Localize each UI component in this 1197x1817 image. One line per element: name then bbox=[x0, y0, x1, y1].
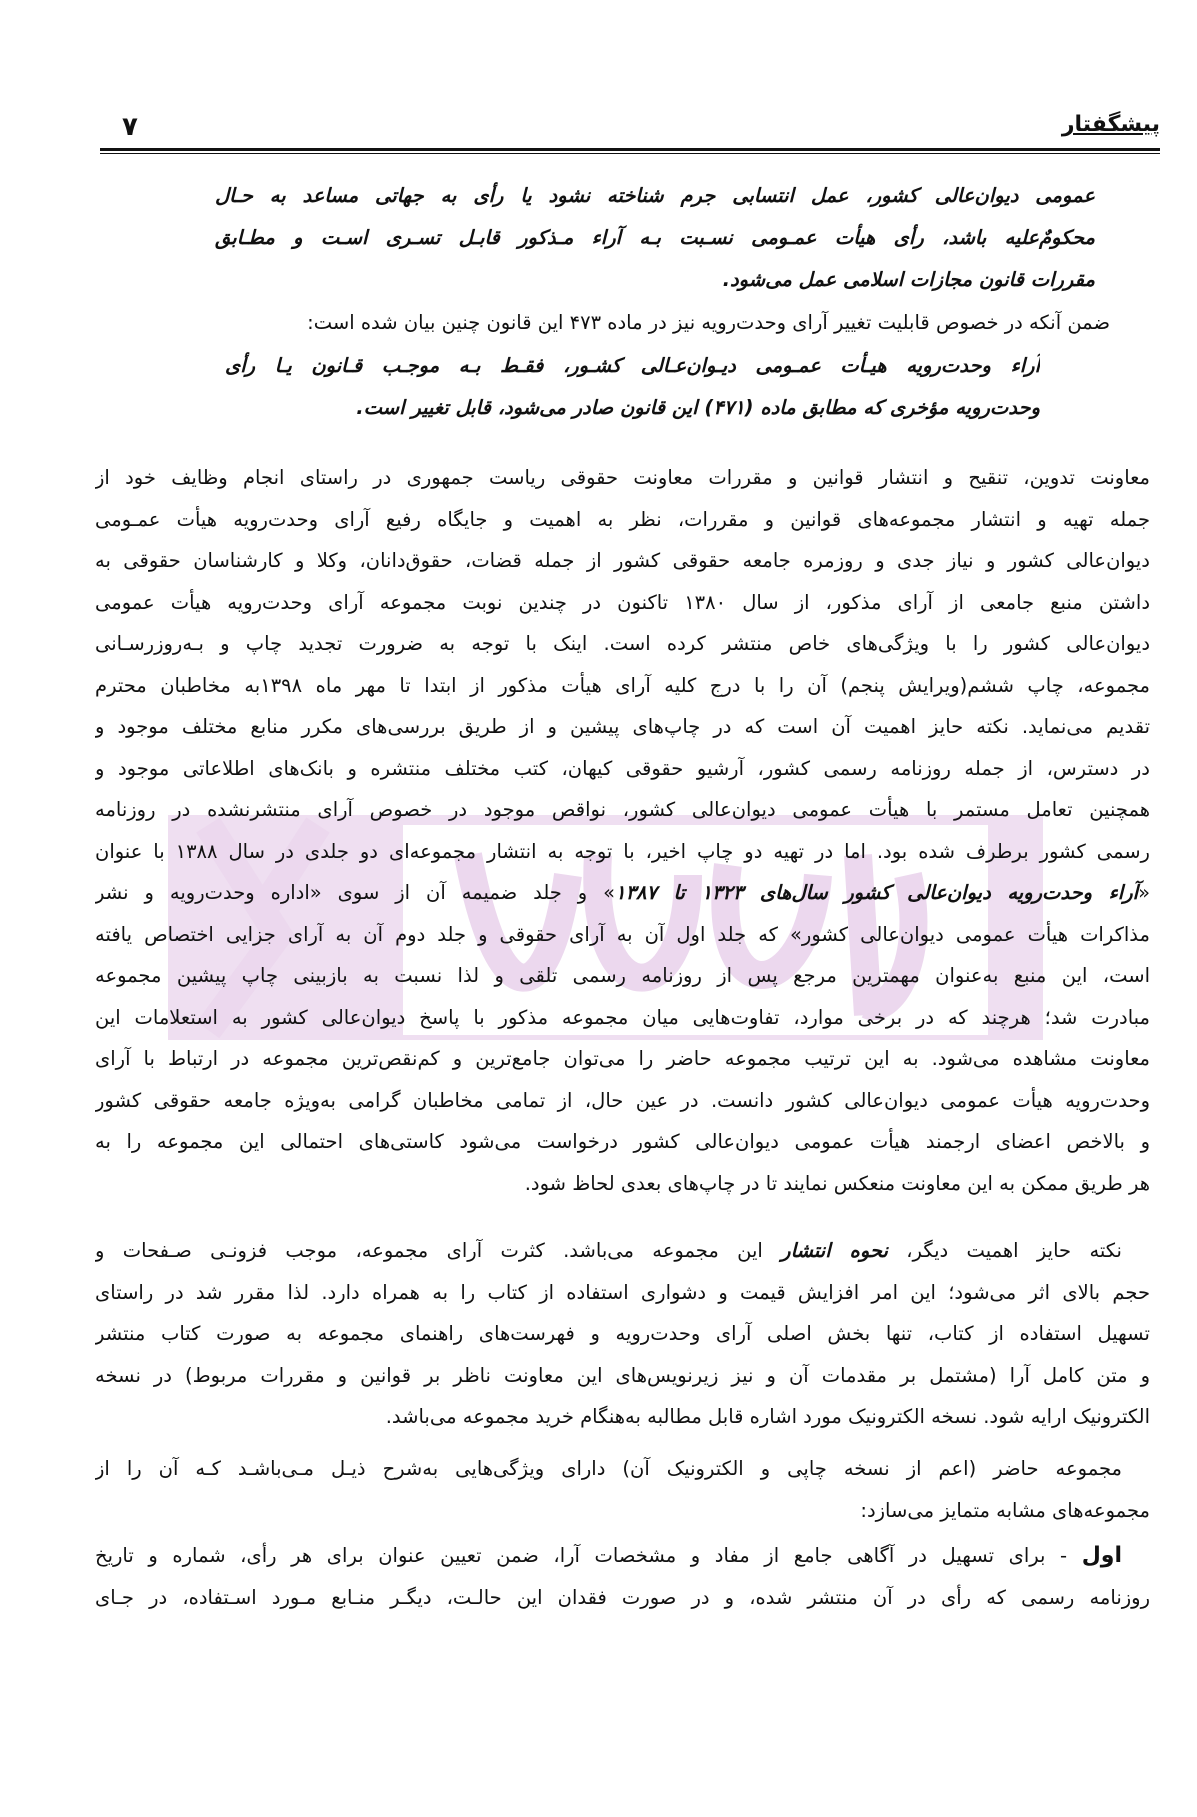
paragraph-line: تقدیم می‌نماید. نکته حایز اهمیت آن است که در چاپ‌های پیشین و از طریق بررسی‌های مکرر منابع مختلف موجود و bbox=[95, 715, 1150, 738]
item-line: روزنامه رسمی که رأی در آن منتشر شده، و در صورت فقدان این حالـت، دیگـر منـابع مـورد اسـتفاده، در جـای bbox=[95, 1585, 1150, 1609]
paragraph-line: است، این منبع به‌عنوان مهمترین مرجع پس از روزنامه رسمی تلقی و لذا نسبت به بازبینی چاپ پیشین مجموعه bbox=[95, 964, 1150, 987]
paragraph-line: وحدت‌رویه هیأت عمومی دیوان‌عالی کشور دانست. در عین حال، از تمامی مخاطبان گرامی به‌ویژه جامعه حقوقی کشور bbox=[95, 1088, 1150, 1112]
item-label: اول bbox=[1081, 1543, 1122, 1568]
quote-line: محکومٌ‌علیه باشد، رأی هیأت عمـومی نسـبت بـه آراء مـذکور قابـل تسـری اسـت و مطـابق bbox=[215, 226, 1095, 249]
text-run: این مجموعه می‌باشد. کثرت آرای مجموعه، موجب فزونـی صـفحات و bbox=[95, 1239, 782, 1262]
paragraph-line: مذاکرات هیأت عمومی دیوان‌عالی کشور» که جلد اول آن به آرای حقوقی و جلد دوم آن به آرای جزایی اختصاص یافته bbox=[95, 922, 1150, 946]
quote-line: عمومی دیوان‌عالی کشور، عمل انتسابی جرم شناخته نشود یا رأی به جهاتی مساعد به حـال bbox=[215, 184, 1095, 207]
paragraph-line: رسمی کشور برطرف شده بود. اما در تهیه دو چاپ اخیر، با توجه به انتشار مجموعه‌ای دو جلدی در سال ۱۳۸۸ با عنوان bbox=[95, 839, 1150, 863]
paragraph-line: دیوان‌عالی کشور را با ویژگی‌های خاص منتشر کرده است. اینک با توجه به ضرورت تجدید چاپ و بـه‌روزرسـانی bbox=[95, 632, 1150, 655]
paragraph-line: در دسترس، از جمله روزنامه رسمی کشور، آرشیو حقوقی کیهان، کتب مختلف منتشره و بانک‌های اطلاعاتی موجود و bbox=[95, 756, 1150, 780]
paragraph-line: مبادرت شد؛ هرچند که در برخی موارد، تفاوت‌هایی میان مجموعه مذکور با پاسخ دیوان‌عالی کشور به استعلامات این bbox=[95, 1005, 1150, 1029]
body-paragraph-3 bbox=[95, 1448, 1150, 1531]
quote-article-473 bbox=[225, 345, 1040, 429]
quote-line: مقررات قانون مجازات اسلامی عمل می‌شود. bbox=[722, 268, 1095, 291]
book-title: آراء وحدت‌رویه دیوان‌عالی کشور سال‌های ۱۳۲۳ تا ۱۳۸۷ bbox=[615, 881, 1139, 904]
running-title: پیشگفتار bbox=[1061, 112, 1160, 137]
quote-mark-open: « bbox=[1138, 881, 1150, 904]
paragraph-line: و بالاخص اعضای ارجمند هیأت عمومی دیوان‌عالی کشور درخواست می‌شود کاستی‌های احتمالی این مجموعه را به bbox=[95, 1130, 1150, 1153]
feature-item-1 bbox=[95, 1535, 1150, 1618]
quote-line: وحدت‌رویه مؤخری که مطابق ماده (۴۷۱) این قانون صادر می‌شود، قابل تغییر است. bbox=[356, 396, 1040, 419]
item-line-first bbox=[95, 1535, 1150, 1577]
page-header bbox=[100, 110, 1160, 155]
title-line-rest: » و جلد ضمیمه آن از سوی «اداره وحدت‌رویه و نشر bbox=[95, 881, 616, 904]
paragraph-line: حجم بالای اثر می‌شود؛ این امر افزایش قیمت و دشواری استفاده از کتاب را به همراه دارد. لذا مقرر شد در راستای bbox=[95, 1280, 1150, 1304]
paragraph-line-last: الکترونیک ارایه شود. نسخه الکترونیک مورد اشاره قابل مطالبه به‌هنگام خرید مجموعه می‌باشد. bbox=[385, 1405, 1150, 1428]
header-rule-thin bbox=[100, 153, 1160, 154]
body-paragraph-1 bbox=[95, 457, 1150, 1204]
paragraph-line: دیوان‌عالی کشور و نیاز جدی و روزمره جامعه حقوقی کشور از جمله قضات، حقوق‌دانان، وکلا و کارشناسان حقوقی به bbox=[95, 549, 1150, 572]
paragraph-line-last: مجموعه‌های مشابه متمایز می‌سازد: bbox=[860, 1498, 1150, 1522]
header-rule-thick bbox=[100, 148, 1160, 151]
page-number: ۷ bbox=[122, 112, 138, 142]
paragraph-line: جمله تهیه و انتشار مجموعه‌های قوانین و مقررات، نظر به اهمیت و جایگاه رفیع آرای وحدت‌رویه هیأت عمـومی bbox=[95, 507, 1150, 531]
intro-paragraph bbox=[150, 302, 1110, 344]
paragraph-line: معاونت تدوین، تنقیح و انتشار قوانین و مقررات معاونت حقوقی ریاست جمهوری در راستای انجام وظایف خود از bbox=[95, 466, 1150, 489]
intro-line: ضمن آنکه در خصوص قابلیت تغییر آرای وحدت‌رویه نیز در ماده ۴۷۳ این قانون چنین بیان شده است: bbox=[307, 311, 1110, 334]
paragraph-line: همچنین تعامل مستمر با هیأت عمومی دیوان‌عالی کشور، نواقص موجود در خصوص آرای منتشرنشده در روزنامه bbox=[95, 798, 1150, 821]
paragraph-line-with-title bbox=[95, 872, 1150, 914]
paragraph-line: معاونت مشاهده می‌شود. به این ترتیب مجموعه حاضر را می‌توان جامع‌ترین و کم‌نقص‌ترین مجموعه در ارتباط با آرای bbox=[95, 1047, 1150, 1070]
paragraph-line: تسهیل استفاده از کتاب، تنها بخش اصلی آرای وحدت‌رویه و فهرست‌های راهنمای مجموعه به صورت کتاب منتشر bbox=[95, 1322, 1150, 1345]
paragraph-line: مجموعه، چاپ ششم(ویرایش پنجم) آن را با درج کلیه آرای هیأت مذکور از ابتدا تا مهر ماه ۱۳۹۸به مخاطبان محترم bbox=[95, 673, 1150, 697]
text-run: - برای تسهیل در آگاهی جامع از مفاد و مشخصات آرا، ضمن تعیین عنوان برای هر رأی، شماره و تاریخ bbox=[95, 1544, 1082, 1567]
body-paragraph-2 bbox=[95, 1230, 1150, 1438]
paragraph-line-first bbox=[95, 1230, 1150, 1272]
paragraph-line-last: هر طریق ممکن به این معاونت منعکس نمایند تا در چاپ‌های بعدی لحاظ شود. bbox=[524, 1171, 1150, 1195]
quote-article-continued bbox=[215, 175, 1095, 301]
paragraph-line: داشتن منبع جامعی از آرای مذکور، از سال ۱۳۸۰ تاکنون در چندین نوبت مجموعه آرای وحدت‌رویه هیأت عمومی bbox=[95, 590, 1150, 614]
paragraph-line-first: مجموعه حاضر (اعم از نسخه چاپی و الکترونیک آن) دارای ویژگی‌هایی به‌شرح ذیـل مـی‌باشـد کـه آن را از bbox=[95, 1457, 1122, 1480]
emphasis-publication-method: نحوه انتشار bbox=[781, 1239, 888, 1262]
paragraph-line: و متن کامل آرا (مشتمل بر مقدمات آن و نیز زیرنویس‌های این معاونت ناظر بر قوانین و مقررات مربوط) در نسخه bbox=[95, 1363, 1150, 1387]
quote-line: آراء وحدت‌رویه هیـأت عمـومی دیـوان‌عـالی کشـور، فقـط بـه موجـب قـانون یـا رأی bbox=[225, 354, 1040, 377]
text-run: نکته حایز اهمیت دیگر، bbox=[887, 1239, 1122, 1262]
